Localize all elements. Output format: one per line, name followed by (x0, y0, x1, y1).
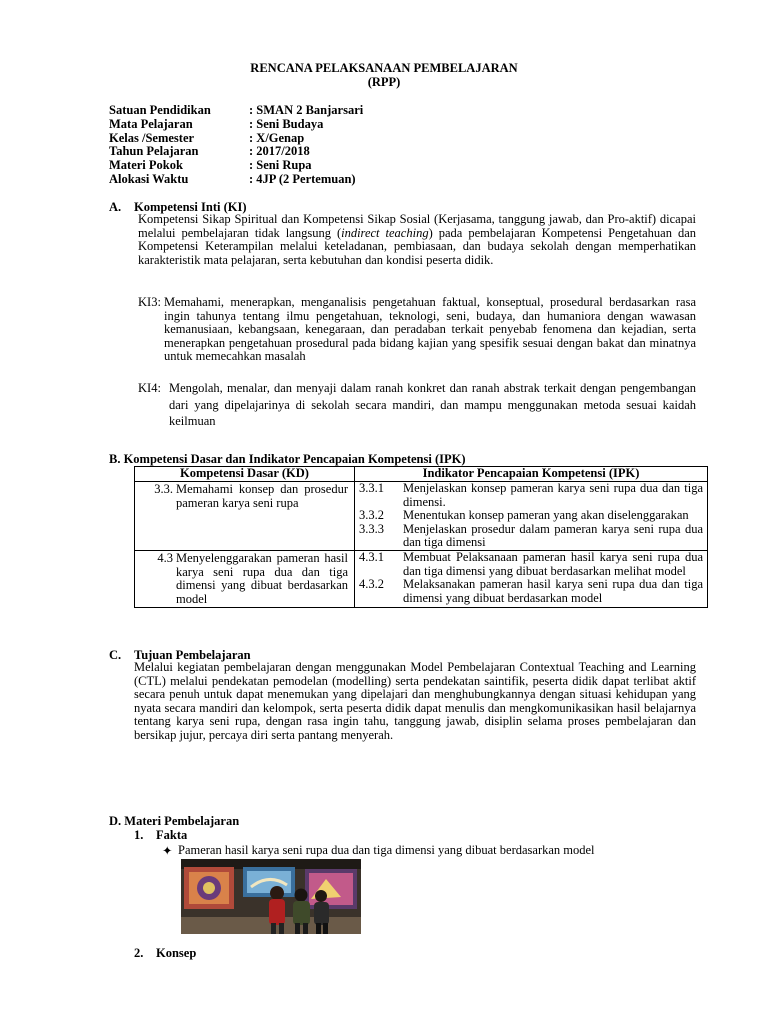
meta-row: Tahun Pelajaran : 2017/2018 (109, 144, 310, 159)
ki-intro: Kompetensi Sikap Spiritual dan Kompetensi Sikap Sosial (Kerjasama, tanggung jawab, dan Pro-aktif) dicapai melalui pembelajaran tidak langsung (indirect teaching) pada pembelajaran Kompetensi Pengetahuan dan Kompetensi Keterampilan melalui keteladanan, pembiasaan, dan budaya sekolah dengan memperhatikan karakteristik mata pelajaran, serta kebutuhan dan kondisi peserta didik. (138, 212, 696, 267)
document-subtitle: (RPP) (367, 75, 401, 89)
konsep-heading: Konsep (156, 946, 197, 960)
meta-row: Materi Pokok : Seni Rupa (109, 158, 312, 173)
meta-row: Kelas /Semester : X/Genap (109, 130, 305, 145)
section-d-heading: D. Materi Pembelajaran (109, 814, 240, 828)
table-row (135, 550, 708, 607)
col-header-kd: Kompetensi Dasar (KD) (135, 467, 355, 482)
section-a-heading: Kompetensi Inti (KI) (134, 200, 247, 214)
kd-cell: 3.3. Memahami konsep dan prosedur pameran karya seni rupa (135, 482, 355, 551)
ki4-label: KI4: (138, 381, 161, 395)
meta-row: Mata Pelajaran : Seni Budaya (109, 116, 324, 131)
konsep-number: 2. (134, 946, 144, 960)
ki3-label: KI3: (138, 295, 161, 309)
kd-ipk-table (134, 466, 708, 608)
ipk-item: 3.3.1 Menjelaskan konsep pameran karya seni rupa dua dan tiga dimensi. (359, 481, 703, 509)
kd-cell: 4.3 Menyelenggarakan pameran hasil karya seni rupa dua dan tiga dimensi yang dibuat berdasarkan model (135, 550, 355, 607)
ipk-item: 4.3.1 Membuat Pelaksanaan pameran hasil karya seni rupa dua dan tiga dimensi yang dibuat berdasarkan melihat model (359, 549, 703, 578)
ipk-cell (355, 550, 708, 607)
section-b-heading: B. Kompetensi Dasar dan Indikator Pencapaian Kompetensi (IPK) (109, 452, 466, 466)
ipk-item: 3.3.2 Menentukan konsep pameran yang akan diselenggarakan (359, 508, 689, 523)
col-header-ipk: Indikator Pencapaian Kompetensi (IPK) (355, 467, 708, 482)
meta-row: Alokasi Waktu : 4JP (2 Pertemuan) (109, 171, 356, 186)
table-header-row (135, 467, 708, 482)
identity-block (109, 104, 363, 187)
fakta-item: ✦ Pameran hasil karya seni rupa dua dan tiga dimensi yang dibuat berdasarkan model (162, 843, 595, 858)
document-title: RENCANA PELAKSANAAN PEMBELAJARAN (250, 61, 518, 75)
section-c-heading: Tujuan Pembelajaran (134, 648, 251, 662)
exhibition-photo-illustration (181, 859, 361, 934)
ipk-item: 3.3.3 Menjelaskan prosedur dalam pameran karya seni rupa dua dan tiga dimensi (359, 521, 703, 550)
meta-row: Satuan Pendidikan : SMAN 2 Banjarsari (109, 103, 364, 117)
ki4-text: Mengolah, menalar, dan menyaji dalam ranah konkret dan ranah abstrak terkait dengan pengembangan dari yang dipelajarinya di sekolah secara mandiri, dan mampu menggunakan metoda sesuai kaidah keilmuan (169, 381, 696, 428)
fakta-heading: Fakta (156, 828, 188, 842)
star-bullet-icon: ✦ (162, 844, 173, 858)
ipk-cell (355, 482, 708, 551)
fakta-number: 1. (134, 828, 144, 842)
tujuan-text: Melalui kegiatan pembelajaran dengan menggunakan Model Pembelajaran Contextual Teaching and Learning (CTL) melalui pendekatan pemodelan (modelling) serta pendekatan saintifik, peserta didik dapat terlibat aktif secara penuh untuk dapat menemukan yang dipelajari dan menghubungkannya dengan situasi kehidupan yang nyata secara mandiri dan kelompok, serta peserta didik dapat menulis dan mengkomunikasikan hasil belajarnya tentang karya seni rupa, dengan rasa ingin tahu, tanggung jawab, disiplin selama proses pembelajaran dan bersikap jujur, percaya diri serta pantang menyerah. (134, 660, 696, 742)
section-a-letter: A. (109, 200, 122, 214)
ki3-text: Memahami, menerapkan, menganalisis pengetahuan faktual, konseptual, prosedural berdasarkan rasa ingin tahunya tentang ilmu pengetahuan, teknologi, seni, budaya, dan humaniora dengan wawasan kemanusiaan, kebangsaan, kenegaraan, dan peradaban terkait penyebab fenomena dan kejadian, serta menerapkan pengetahuan prosedural pada bidang kajian yang spesifik sesuai dengan bakat dan minatnya untuk memecahkan masalah (164, 295, 696, 364)
ipk-item: 4.3.2 Melaksanakan pameran hasil karya seni rupa dua dan tiga dimensi yang dibuat berdasarkan model (359, 577, 703, 605)
section-c-letter: C. (109, 648, 122, 662)
table-row (135, 482, 708, 551)
exhibition-photo (181, 859, 361, 934)
